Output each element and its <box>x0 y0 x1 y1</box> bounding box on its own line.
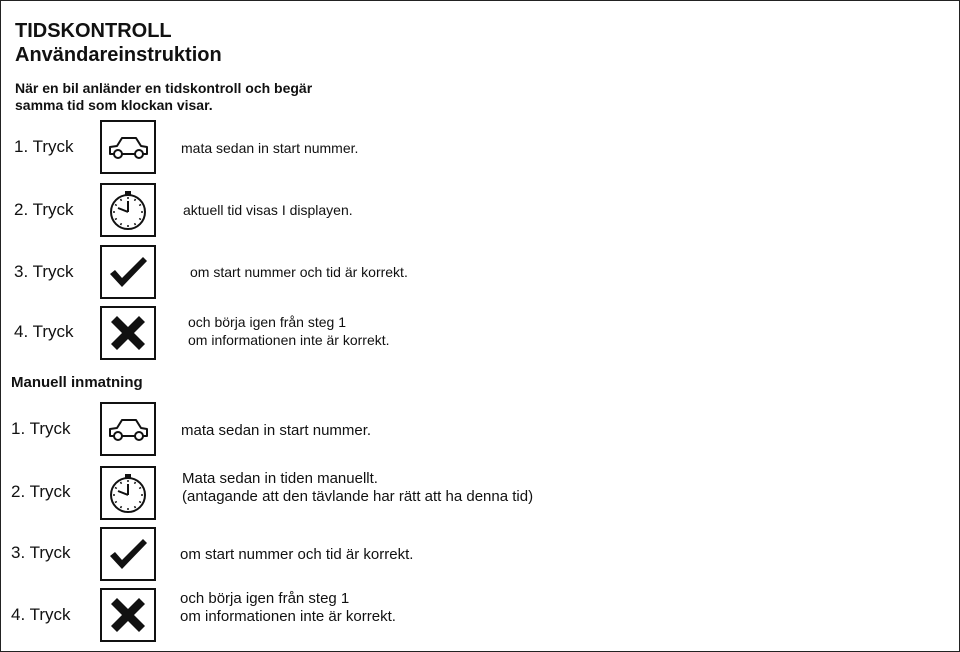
step-description: (antagande att den tävlande har rätt att ha denna tid) <box>182 488 534 505</box>
checkmark-icon <box>107 536 149 572</box>
checkmark-icon <box>107 254 149 290</box>
step-label: 1. Tryck <box>14 137 74 156</box>
step-label: 3. Tryck <box>14 262 74 281</box>
cross-icon <box>107 594 149 636</box>
car-button[interactable] <box>100 402 156 456</box>
step-label: 4. Tryck <box>11 605 71 624</box>
intro-line-2: samma tid som klockan visar. <box>15 97 213 113</box>
section-heading: Manuell inmatning <box>11 374 143 391</box>
step-description: aktuell tid visas I displayen. <box>183 202 353 218</box>
step-label: 3. Tryck <box>11 543 71 562</box>
step-label: 2. Tryck <box>14 200 74 219</box>
intro-line-1: När en bil anländer en tidskontroll och begär <box>15 80 313 96</box>
cancel-button[interactable] <box>100 588 156 642</box>
step-description: om informationen inte är korrekt. <box>180 608 396 625</box>
car-icon <box>106 132 150 162</box>
step-description: mata sedan in start nummer. <box>181 422 372 439</box>
cross-icon <box>107 312 149 354</box>
step-description: om informationen inte är korrekt. <box>188 332 390 348</box>
step-label: 1. Tryck <box>11 419 71 438</box>
step-label: 4. Tryck <box>14 322 74 341</box>
checkmark-button[interactable] <box>100 245 156 299</box>
step-description: och börja igen från steg 1 <box>188 314 346 330</box>
clock-button[interactable] <box>100 466 156 520</box>
cancel-button[interactable] <box>100 306 156 360</box>
page-subtitle: Användareinstruktion <box>15 44 222 66</box>
step-label: 2. Tryck <box>11 482 71 501</box>
step-description: och börja igen från steg 1 <box>180 590 350 607</box>
page-title: TIDSKONTROLL <box>15 20 172 42</box>
step-description: om start nummer och tid är korrekt. <box>180 546 414 563</box>
clock-button[interactable] <box>100 183 156 237</box>
car-button[interactable] <box>100 120 156 174</box>
car-icon <box>106 414 150 444</box>
clock-icon <box>106 188 150 232</box>
checkmark-button[interactable] <box>100 527 156 581</box>
step-description: om start nummer och tid är korrekt. <box>190 264 408 280</box>
clock-icon <box>106 471 150 515</box>
step-description: mata sedan in start nummer. <box>181 140 359 156</box>
step-description: Mata sedan in tiden manuellt. <box>182 470 378 487</box>
